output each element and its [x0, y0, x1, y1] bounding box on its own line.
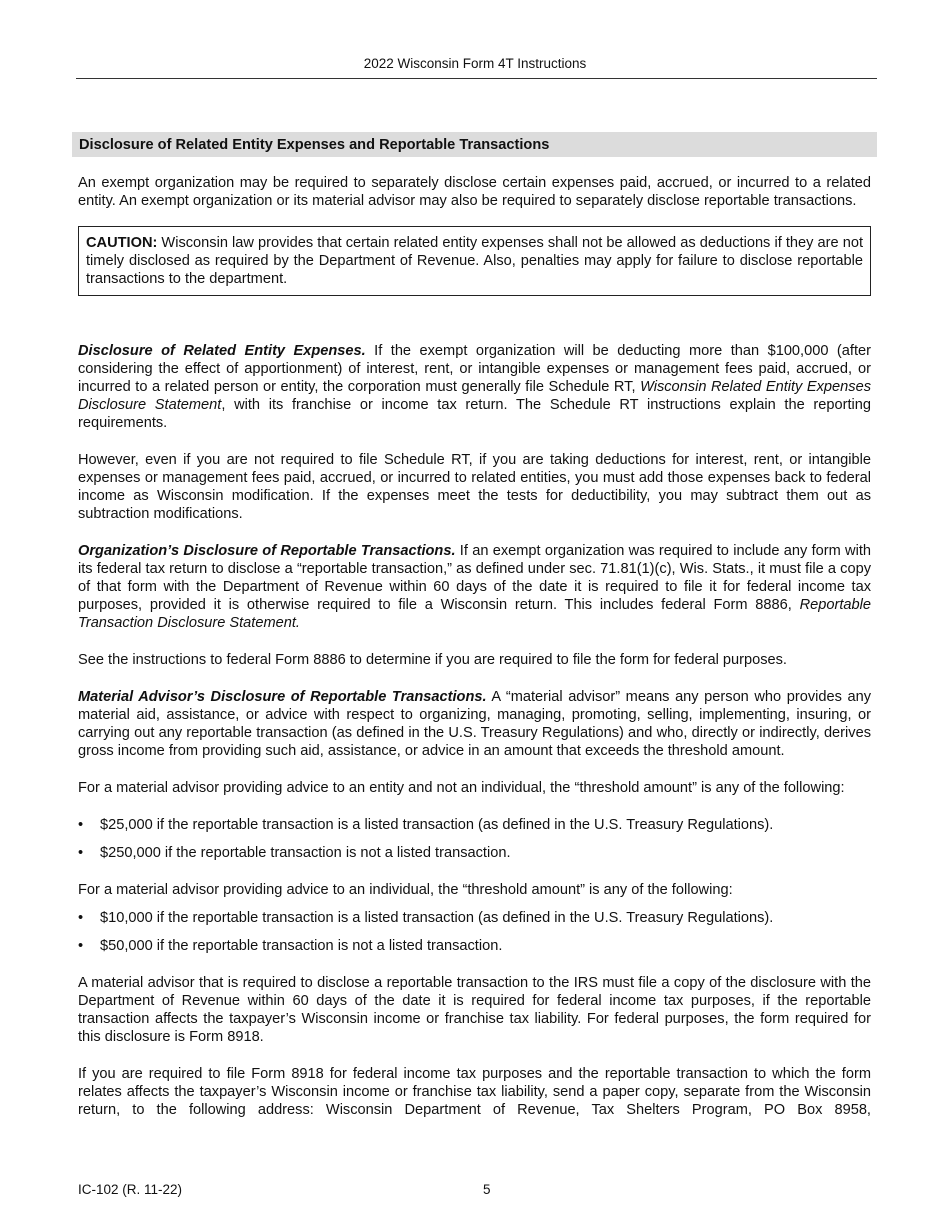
page-footer — [78, 1181, 871, 1199]
bullet-item — [78, 844, 871, 862]
caution-text: Wisconsin law provides that certain related entity expenses shall not be allowed as deductions if they are not timely disclosed as required by the Department of Revenue. Also, penalties may apply for failure to disclose reportable transactions to the department. — [86, 235, 863, 287]
bullet-text: $250,000 if the reportable transaction is not a listed transaction. — [100, 845, 511, 861]
bullet-item — [78, 937, 871, 955]
bullet-text: $25,000 if the reportable transaction is a listed transaction (as defined in the U.S. Treasury Regulations). — [100, 817, 774, 833]
bullet-text: $10,000 if the reportable transaction is a listed transaction (as defined in the U.S. Treasury Regulations). — [100, 910, 774, 926]
organization-paragraph — [78, 542, 871, 632]
related-text: If the exempt organization will be deducting more than $100,000 (after considering the effect of apportionment) of interest, rent, or intangible expenses or management fees paid, accrued, or incurred to a related person or entity, the corporation must generally file Schedule RT, — [78, 343, 871, 395]
material-advisor-paragraph — [78, 688, 871, 760]
organization-title: Organization’s Disclosure of Reportable Transactions. — [78, 543, 456, 559]
bullet-icon: • — [78, 910, 84, 926]
irs-disclosure-paragraph: A material advisor that is required to disclose a reportable transaction to the IRS must file a copy of the disclosure with the Department of Revenue within 60 days of the date it is required for federal income tax purposes, if the reportable transaction affects the taxpayer’s Wisconsin income or franchise tax liability. For federal purposes, the form required for this disclosure is Form 8918. — [78, 975, 871, 1045]
bullet-item — [78, 816, 871, 834]
section-heading-bar — [72, 132, 877, 157]
footer-form-id: IC-102 (R. 11-22) — [78, 1182, 183, 1197]
bullet-icon: • — [78, 817, 84, 833]
bullet-text: $50,000 if the reportable transaction is not a listed transaction. — [100, 938, 503, 954]
page-content — [78, 174, 871, 1119]
schedule-rt-title: Wisconsin Related Entity Expenses Disclosure Statement — [78, 379, 871, 413]
bullet-icon: • — [78, 938, 84, 954]
related-text-end: , with its franchise or income tax return. The Schedule RT instructions explain the reporting requirements. — [78, 397, 871, 431]
form-8886-title: Reportable Transaction Disclosure Statement. — [78, 597, 871, 631]
related-entity-paragraph — [78, 342, 871, 432]
section-heading: Disclosure of Related Entity Expenses and Reportable Transactions — [79, 137, 550, 153]
related-entity-title: Disclosure of Related Entity Expenses. — [78, 343, 366, 359]
individual-threshold-paragraph: For a material advisor providing advice to an individual, the “threshold amount” is any of the following: — [78, 882, 733, 898]
intro-paragraph: An exempt organization may be required to separately disclose certain expenses paid, accrued, or incurred to a related entity. An exempt organization or its material advisor may also be required to separately disclose reportable transactions. — [78, 175, 871, 209]
entity-threshold-paragraph: For a material advisor providing advice to an entity and not an individual, the “threshold amount” is any of the following: — [78, 780, 845, 796]
material-advisor-text: A “material advisor” means any person who provides any material aid, assistance, or advice with respect to organizing, managing, promoting, selling, implementing, insuring, or carrying out any reportable transaction (as defined in the U.S. Treasury Regulations) and who, directly or indirectly, derives gross income from providing such aid, assistance, or advice in an amount that exceeds the threshold amount. — [78, 689, 872, 759]
material-advisor-title: Material Advisor’s Disclosure of Reportable Transactions. — [78, 689, 487, 705]
page-header: 2022 Wisconsin Form 4T Instructions — [363, 56, 587, 71]
however-paragraph: However, even if you are not required to file Schedule RT, if you are taking deductions for interest, rent, or intangible expenses or management fees paid, accrued, or incurred to related entities, you must add those expenses back to federal income as Wisconsin modification. If the expenses meet the tests for deductibility, you may subtract them out as subtraction modifications. — [78, 452, 871, 522]
footer-page-number: 5 — [483, 1182, 491, 1197]
bullet-icon: • — [78, 845, 84, 861]
form-8918-paragraph: If you are required to file Form 8918 for federal income tax purposes and the reportable transaction to which the form relates affects the taxpayer’s Wisconsin income or franchise tax liability, send a paper copy, separate from the Wisconsin return, to the following address: Wisconsin Department of Revenue, Tax Shelters Program, PO Box 8958, — [78, 1066, 871, 1118]
organization-text: If an exempt organization was required to include any form with its federal tax return to disclose a “reportable transaction,” as defined under sec. 71.81(1)(c), Wis. Stats., it must file a copy of that form with the Department of Revenue within 60 days of the date it is required to file it for federal income tax purposes, provided it is otherwise required to file a Wisconsin return. This includes federal Form 8886, — [78, 543, 871, 613]
header-rule — [76, 78, 877, 79]
caution-box — [78, 226, 871, 296]
bullet-item — [78, 909, 871, 927]
caution-label: CAUTION: — [86, 235, 158, 251]
see-instructions-paragraph: See the instructions to federal Form 8886 to determine if you are required to file the form for federal purposes. — [78, 652, 787, 668]
